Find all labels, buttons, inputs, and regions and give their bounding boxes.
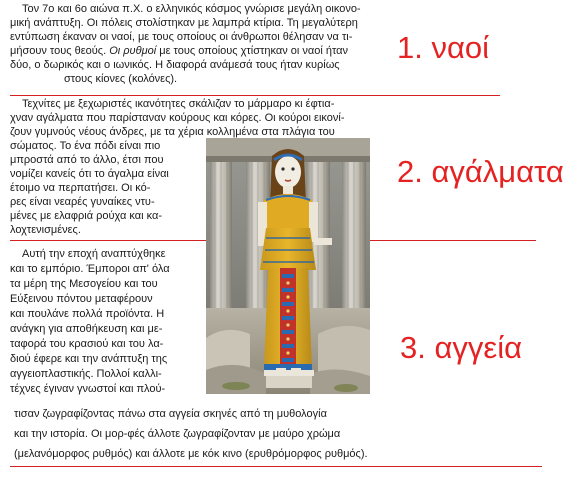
text-line: χναν αγάλματα που παρίσταναν κούρους και κόρες. Οι κούροι εικονί- (10, 112, 345, 124)
kore-statue-photo (206, 138, 370, 394)
text-line: Τον 7ο και 6ο αιώνα π.Χ. ο ελληνικός κόσμος γνώρισε μεγάλη οικονο- (22, 3, 361, 15)
text-line: σώματος. Το ένα πόδι είναι πιο (10, 140, 161, 152)
text-line: τέχνες έγιναν γνωστοί και πλού- (10, 383, 166, 395)
text-line: Τεχνίτες με ξεχωριστές ικανότητες σκάλιζαν το μάρμαρο κι έφτια- (22, 98, 335, 110)
text-line: μένες με ελαφριά ρούχα και κα- (10, 210, 163, 222)
text-line: διού έφερε και την ανάπτυξη της (10, 353, 168, 365)
text-line: τα μέρη της Μεσογείου και του (10, 278, 158, 290)
text-line (10, 44, 348, 58)
text-line: τισαν ζωγραφίζοντας πάνω στα αγγεία σκηνές από τη μυθολογία (14, 408, 327, 420)
text-line: εντύπωση έκαναν οι ναοί, με τους οποίους οι άνθρωποι θέλησαν να τι- (10, 31, 353, 43)
divider-rule (10, 466, 542, 467)
text-line: μική ανάπτυξη. Οι πόλεις στολίστηκαν με λαμπρά κτίρια. Τη μεγαλύτερη (10, 17, 358, 29)
text-line: και την ιστορία. Οι μορ-φές άλλοτε ζωγραφίζονταν με μαύρο χρώμα (14, 428, 341, 440)
text-line: λοχτενισμένες. (10, 224, 81, 236)
text-line: Εύξεινου πόντου μεταφέρουν (10, 293, 153, 305)
text-line: έτοιμο να περπατήσει. Οι κό- (10, 182, 151, 194)
text-line: ρες είναι νεαρές γυναίκες ντυ- (10, 196, 155, 208)
text-line: και το εμπόριο. Έμποροι απ' όλα (10, 263, 170, 275)
text-line: αγγειοπλαστικής. Πολλοί καλλι- (10, 368, 162, 380)
text-line: (μελανόμορφος ρυθμός) και άλλοτε με κόκ κινο (ερυθρόμορφος ρυθμός). (14, 448, 368, 460)
text-line: ανάγκη για αποθήκευση και με- (10, 323, 163, 335)
text-line: ζουν γυμνούς νέους άνδρες, με τα χέρια κολλημένα στα πλάγια του (10, 126, 335, 138)
text-line: Αυτή την εποχή αναπτύχθηκε (22, 248, 166, 260)
text-fragment: μήσουν τους θεούς. (10, 45, 107, 57)
text-line: μπροστά από το άλλο, έτσι που (10, 154, 164, 166)
text-line: ταφορά του κρασιού και του λα- (10, 338, 164, 350)
text-line: στους κίονες (κολόνες). (64, 73, 178, 85)
label-statues: 2. αγάλματα (397, 154, 564, 189)
label-temples: 1. ναοί (397, 30, 490, 65)
italic-term: Οι ρυθμοί (109, 45, 157, 57)
text-line: και πουλάνε πολλά προϊόντα. Η (10, 308, 165, 320)
divider-rule (10, 95, 500, 96)
text-fragment: με τους οποίους χτίστηκαν οι ναοί ήταν (156, 45, 349, 57)
photo-illustration (206, 138, 370, 394)
label-vases: 3. αγγεία (400, 330, 523, 365)
text-line: νομίζει κανείς ότι το άγαλμα είναι (10, 168, 169, 180)
text-line: δύο, ο δωρικός και ο ιωνικός. Η διαφορά ανάμεσά τους ήταν κυρίως (10, 59, 340, 71)
